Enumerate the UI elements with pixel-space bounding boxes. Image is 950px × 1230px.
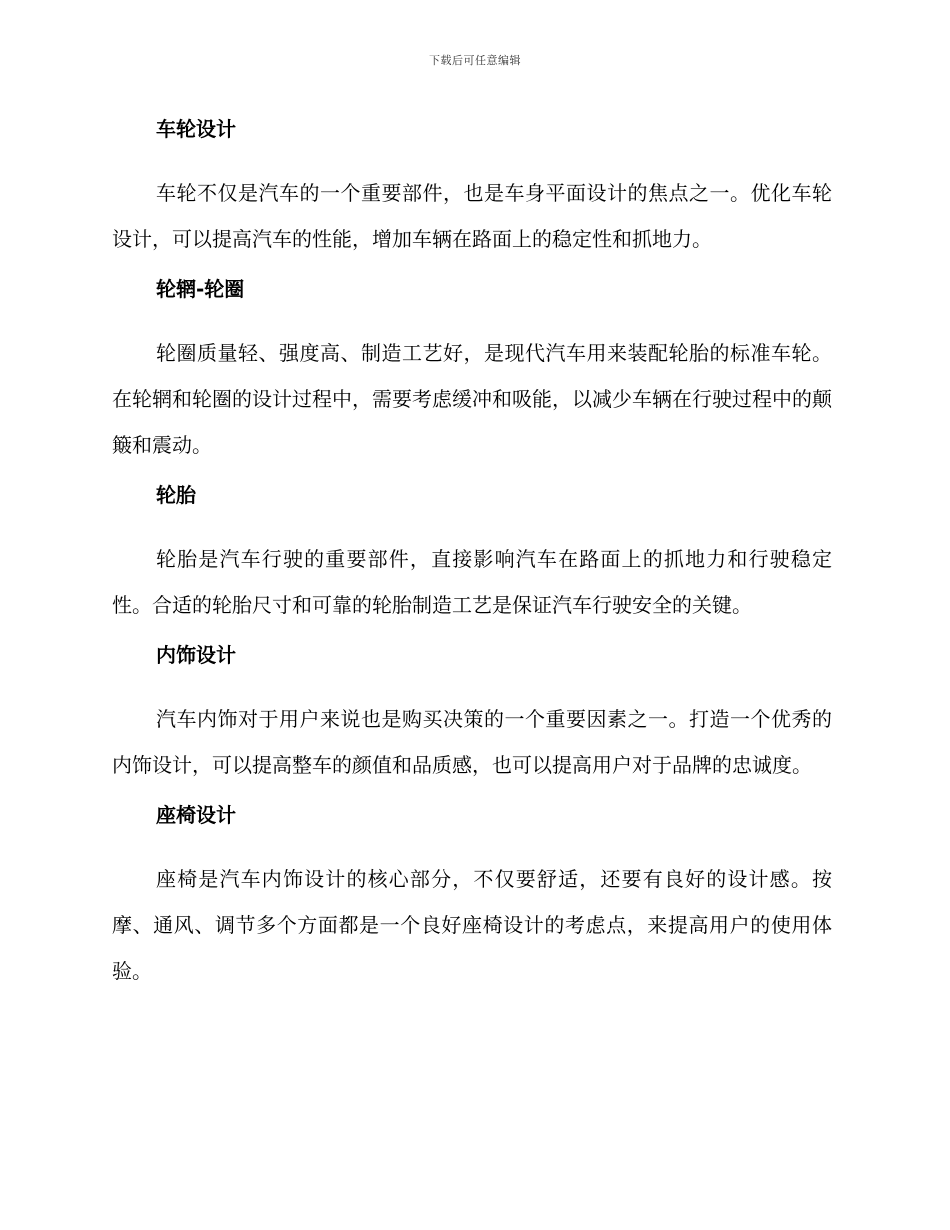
- section-heading-wheel-design: 车轮设计: [156, 117, 236, 141]
- section-paragraph-tire: 轮胎是汽车行驶的重要部件，直接影响汽车在路面上的抓地力和行驶稳定性。合适的轮胎尺寸和可靠的轮胎制造工艺是保证汽车行驶安全的关键。: [112, 547, 832, 617]
- section-paragraph-interior-design: 汽车内饰对于用户来说也是购买决策的一个重要因素之一。打造一个优秀的内饰设计，可以提高整车的颜值和品质感，也可以提高用户对于品牌的忠诚度。: [112, 707, 832, 777]
- section-paragraph-wheel-design: 车轮不仅是汽车的一个重要部件，也是车身平面设计的焦点之一。优化车轮设计，可以提高汽车的性能，增加车辆在路面上的稳定性和抓地力。: [112, 181, 832, 251]
- section-heading-interior-design: 内饰设计: [156, 643, 236, 667]
- section-heading-tire: 轮胎: [156, 483, 196, 507]
- section-heading-rim: 轮辋-轮圈: [156, 277, 245, 301]
- section-paragraph-rim: 轮圈质量轻、强度高、制造工艺好，是现代汽车用来装配轮胎的标准车轮。在轮辋和轮圈的设计过程中，需要考虑缓冲和吸能，以减少车辆在行驶过程中的颠簸和震动。: [112, 341, 832, 457]
- section-paragraph-seat-design: 座椅是汽车内饰设计的核心部分，不仅要舒适，还要有良好的设计感。按摩、通风、调节多个方面都是一个良好座椅设计的考虑点，来提高用户的使用体验。: [112, 867, 832, 983]
- header-note: 下载后可任意编辑: [429, 54, 521, 67]
- document-body: [112, 112, 832, 994]
- section-heading-seat-design: 座椅设计: [156, 803, 236, 827]
